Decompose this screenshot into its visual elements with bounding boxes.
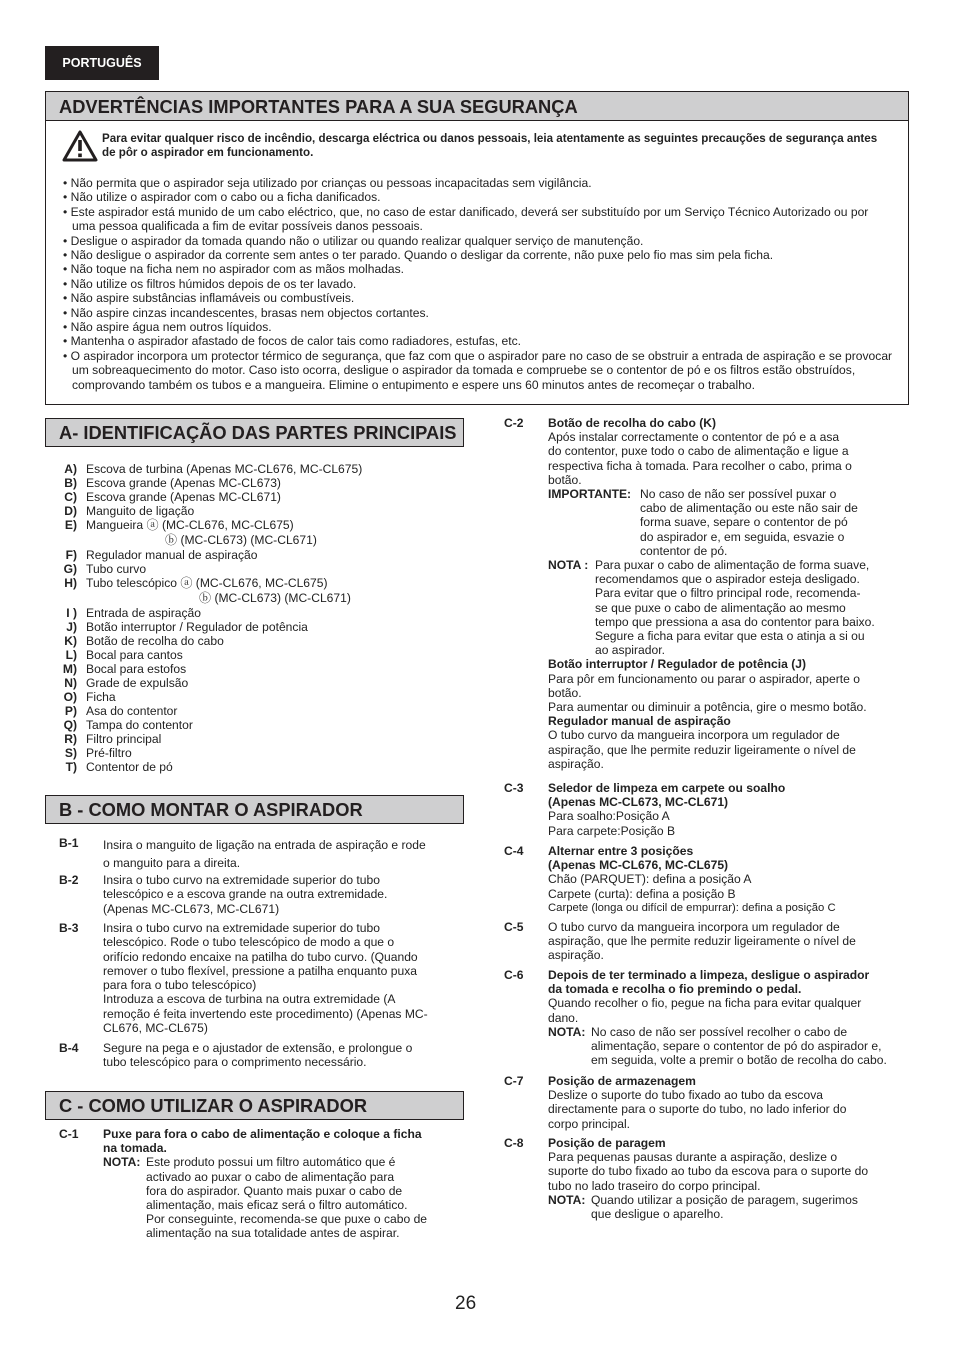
text-line: Depois de ter terminado a limpeza, desligue o aspirador — [548, 968, 870, 982]
step-number: C-7 — [504, 1074, 524, 1088]
step-line: Insira o tubo curvo na extremidade superior do tubo — [103, 921, 380, 935]
step-text — [103, 873, 451, 916]
note — [548, 1193, 904, 1221]
step-number: B-4 — [59, 1041, 79, 1055]
text-line: Após instalar correctamente o contentor de pó e a asa — [548, 430, 840, 445]
text-line: Quando utilizar a posição de paragem, sugerimos — [591, 1192, 858, 1207]
note-text — [591, 1193, 904, 1221]
text-line: forma suave, separe o contentor de pó — [640, 515, 848, 530]
note-label: NOTA: — [103, 1155, 141, 1170]
note-label: NOTA: — [548, 1192, 586, 1207]
step-line: para fora o tubo telescópico) — [103, 978, 257, 993]
text-line: corpo principal. — [548, 1116, 631, 1131]
step-line: tubo telescópico para o comprimento necessário. — [103, 1055, 367, 1070]
text-line: tempo que pressiona a asa do contentor para baixo. — [595, 614, 875, 629]
step-b-3 — [59, 921, 451, 1035]
text-line: Para carpete:Posição B — [548, 823, 676, 838]
part-text: Manguito de ligação — [86, 504, 195, 518]
safety-bullet: • O aspirador incorpora um protector térmico de segurança, que faz com que o aspirador pare no caso de se obstruir a entrada de aspiração e se provocar um sobreaquecimento do motor. Caso isto ocorra, desligue o aspirador da tomada e compruebe se o contentor de pó e os filtros estão obstruídos, comprovando também os tubos e a mangueira. Elimine o entupimento e espere uns 60 minutos antes de recomeçar o trabalho. — [63, 348, 893, 392]
text-line: tubo no lado traseiro do corpo principal. — [548, 1178, 761, 1193]
part-item — [45, 462, 465, 476]
step-text — [103, 836, 451, 872]
step-c7 — [504, 1074, 904, 1131]
part-text: Escova de turbina (Apenas MC-CL676, MC-CL675) — [86, 462, 363, 476]
manual-regulator-heading: Regulador manual de aspiração — [548, 714, 731, 729]
part-item — [45, 548, 465, 562]
step-heading: Posição de paragem — [548, 1136, 666, 1150]
step-b-2 — [59, 873, 451, 916]
text-line: O tubo curvo da mangueira incorpora um regulador de — [548, 728, 840, 743]
part-text: Tubo telescópico ⓐ (MC-CL676, MC-CL675) — [86, 576, 328, 590]
part-key: A) — [64, 462, 77, 476]
part-item — [45, 746, 465, 760]
part-key: N) — [64, 676, 77, 690]
step-line: Introduza a escova de turbina na outra extremidade (A — [103, 992, 396, 1007]
text-line: recomendamos que o aspirador esteja desligado. — [595, 572, 860, 587]
safety-title: ADVERTÊNCIAS IMPORTANTES PARA A SUA SEGURANÇA — [46, 92, 908, 121]
step-c4 — [504, 844, 904, 915]
text-line: Este produto possui um filtro automático que é — [146, 1155, 396, 1170]
safety-bullet: • Não aspire cinzas incandescentes, brasas nem objectos cortantes. — [63, 305, 429, 320]
safety-bullet: • Não aspire água nem outros líquidos. — [63, 320, 272, 335]
text-line: se que puxe o cabo de alimentação ao mesmo — [595, 600, 846, 615]
part-item — [45, 634, 465, 648]
part-key: E) — [64, 518, 77, 532]
step-number: C-2 — [504, 416, 524, 430]
part-text: Regulador manual de aspiração — [86, 548, 258, 562]
part-text: Bocal para estofos — [86, 662, 187, 676]
part-text: Pré-filtro — [86, 746, 132, 760]
part-key: R) — [64, 732, 77, 746]
part-key: P) — [64, 704, 77, 718]
safety-bullet: • Não desligue o aspirador da corrente sem antes o ter parado. Quando o desligar da corrente, não puxe pelo fio mas sim pela ficha. — [63, 248, 774, 263]
step-number: C-5 — [504, 920, 524, 934]
parts-list — [45, 462, 465, 774]
section-a-title: A- IDENTIFICAÇÃO DAS PARTES PRINCIPAIS — [45, 418, 464, 447]
warning-triangle-icon — [62, 130, 98, 162]
step-line: CL676, MC-CL675) — [103, 1021, 208, 1036]
part-text: Botão de recolha do cabo — [86, 634, 224, 648]
part-text: Tubo curvo — [86, 562, 147, 576]
text-line: cabo de alimentação ou este não sair de — [640, 501, 858, 516]
step-number: C-6 — [504, 968, 524, 982]
text-line: Para aumentar ou diminuir a potência, gire o mesmo botão. — [548, 700, 867, 715]
part-text: Escova grande (Apenas MC-CL673) — [86, 476, 281, 490]
text-line: Alternar entre 3 posições — [548, 844, 694, 858]
part-text: Mangueira ⓐ (MC-CL676, MC-CL675) — [86, 518, 294, 532]
part-text: Entrada de aspiração — [86, 606, 201, 620]
text-line: na tomada. — [103, 1141, 167, 1156]
step-text — [548, 920, 904, 963]
part-item — [45, 648, 465, 662]
step-b-1 — [59, 836, 451, 872]
part-key: L) — [65, 648, 77, 662]
text-line: do aspirador e, em seguida, esvazie o — [640, 529, 845, 544]
step-number: C-4 — [504, 844, 524, 858]
part-key: I ) — [66, 606, 77, 620]
part-key: D) — [64, 504, 77, 518]
safety-bullet: • Não utilize o aspirador com o cabo ou a ficha danificados. — [63, 190, 381, 205]
step-line: Segure na pega e o ajustador de extensão, e prolongue o — [103, 1041, 413, 1055]
part-key: G) — [63, 562, 77, 576]
step-small-text: Carpete (longa ou difícil de empurrar): defina a posição C — [548, 901, 836, 914]
part-text: Ficha — [86, 690, 116, 704]
step-line: orifício redondo encaixe na patilha do tubo curvo. (Quando — [103, 949, 418, 964]
text-line: Puxe para fora o cabo de alimentação e coloque a ficha — [103, 1127, 422, 1141]
part-item — [45, 576, 465, 606]
text-line: que desligue o aparelho. — [591, 1207, 724, 1222]
text-line: Para puxar o cabo de alimentação de forma suave, — [595, 558, 870, 573]
part-item — [45, 476, 465, 490]
step-line: Insira o tubo curvo na extremidade superior do tubo — [103, 873, 380, 887]
part-text-alt: ⓑ (MC-CL673) (MC-CL671) — [199, 590, 351, 605]
note — [548, 1025, 904, 1068]
text-line: botão. — [548, 685, 582, 700]
text-line: No caso de não ser possível puxar o — [640, 487, 837, 502]
part-item — [45, 490, 465, 504]
part-key: H) — [64, 576, 77, 590]
text-line: Carpete (curta): defina a posição B — [548, 886, 736, 901]
part-key: F) — [65, 548, 77, 562]
text-line: ao aspirador. — [595, 643, 665, 658]
step-text — [103, 921, 451, 1035]
text-line: do contentor, puxe todo o cabo de alimentação e ligue a — [548, 444, 849, 459]
text-line: Quando recolher o fio, pegue na ficha para evitar qualquer — [548, 996, 862, 1011]
step-line: telescópico. Rode o tubo telescópico de modo a que o — [103, 935, 395, 950]
note-label: NOTA : — [548, 558, 589, 573]
part-key: T) — [65, 760, 77, 774]
text-line: Para evitar que o filtro principal rode, recomenda- — [595, 586, 861, 601]
step-line: (Apenas MC-CL673, MC-CL671) — [103, 901, 280, 916]
text-line: botão. — [548, 472, 582, 487]
important-text — [640, 487, 904, 558]
safety-bullet-list — [63, 176, 895, 392]
part-key: O) — [63, 690, 77, 704]
text-line: O tubo curvo da mangueira incorpora um regulador de — [548, 920, 840, 934]
warning-text: Para evitar qualquer risco de incêndio, descarga eléctrica ou danos pessoais, leia atentamente as seguintes precauções de segurança antes de pôr o aspirador em funcionamento. — [102, 132, 878, 160]
text-line: aspiração. — [548, 756, 604, 771]
step-text — [548, 430, 904, 487]
step-line: remoção é feita invertendo este procedimento) (Apenas MC- — [103, 1006, 428, 1021]
step-line: o manguito para a direita. — [103, 856, 241, 870]
section-c-title: C - COMO UTILIZAR O ASPIRADOR — [45, 1091, 464, 1120]
step-c1 — [59, 1127, 451, 1241]
note — [548, 558, 904, 657]
text-line: em seguida, volte a premir o botão de recolha do cabo. — [591, 1053, 887, 1068]
part-item — [45, 676, 465, 690]
step-number: B-3 — [59, 921, 79, 935]
step-line: telescópico e a escova grande na outra extremidade. — [103, 887, 388, 902]
text-line: Deslize o suporte do tubo fixado ao tubo da escova — [548, 1088, 823, 1103]
part-text: Grade de expulsão — [86, 676, 189, 690]
text-line: Segure a ficha para evitar que esta o atinja a si ou — [595, 629, 865, 644]
step-c3 — [504, 781, 904, 838]
text-line: respectiva ficha à tomada. Para recolher o cabo, prima o — [548, 458, 852, 473]
step-c2 — [504, 416, 904, 771]
part-text: Tampa do contentor — [86, 718, 193, 732]
part-item — [45, 606, 465, 620]
safety-bullet: • Não utilize os filtros húmidos depois de os ter lavado. — [63, 276, 357, 291]
part-key: K) — [64, 634, 77, 648]
important-label: IMPORTANTE: — [548, 487, 632, 502]
text-line: (Apenas MC-CL676, MC-CL675) — [548, 858, 729, 873]
step-text — [103, 1041, 451, 1070]
part-key: Q) — [63, 718, 77, 732]
safety-bullet: • Mantenha o aspirador afastado de focos de calor tais como radiadores, estufas, etc. — [63, 334, 522, 349]
language-tab: PORTUGUÊS — [45, 46, 159, 80]
part-text-alt: ⓑ (MC-CL673) (MC-CL671) — [165, 532, 317, 547]
text-line: alimentação, separe o contentor de pó do aspirador e, — [591, 1039, 882, 1054]
text-line: aspiração. — [548, 948, 604, 963]
text-line: contentor de pó. — [640, 543, 728, 558]
text-line: suporte do tubo fixado ao tubo da escova para o suporte do — [548, 1164, 869, 1179]
text-line: Por conseguinte, recomenda-se que puxe o cabo de — [146, 1212, 428, 1227]
note-label: NOTA: — [548, 1024, 586, 1039]
text-line: fora do aspirador. Quanto mais puxar o cabo de — [146, 1183, 403, 1198]
step-text — [548, 872, 904, 900]
step-number: C-3 — [504, 781, 524, 795]
step-heading — [548, 781, 904, 809]
text-line: Chão (PARQUET): defina a posição A — [548, 872, 752, 887]
text-line: da tomada e recolha o fio premindo o pedal. — [548, 982, 802, 997]
manual-regulator-text — [548, 728, 904, 771]
text-line: alimentação na sua totalidade antes de aspirar. — [146, 1226, 400, 1241]
text-line: aspiração, que lhe permite reduzir ligeiramente o nível de — [548, 742, 856, 757]
part-item — [45, 662, 465, 676]
note-text — [595, 558, 904, 657]
part-item — [45, 518, 465, 548]
step-text — [548, 996, 904, 1024]
part-key: S) — [64, 746, 77, 760]
part-text: Contentor de pó — [86, 760, 173, 774]
step-c5 — [504, 920, 904, 963]
part-key: M) — [62, 662, 77, 676]
text-line: No caso de não ser possível recolher o cabo de — [591, 1024, 848, 1039]
part-item — [45, 690, 465, 704]
text-line: activado ao puxar o cabo de alimentação para — [146, 1169, 395, 1184]
text-line: aspiração, que lhe permite reduzir ligeiramente o nível de — [548, 934, 856, 949]
part-text: Asa do contentor — [86, 704, 178, 718]
text-line: Para pequenas pausas durante a aspiração, deslize o — [548, 1150, 838, 1165]
part-key: J) — [66, 620, 77, 634]
step-text — [548, 1150, 904, 1193]
part-item — [45, 704, 465, 718]
step-heading: Posição de armazenagem — [548, 1074, 696, 1088]
text-line: dano. — [548, 1010, 579, 1025]
step-number: C-1 — [59, 1127, 79, 1141]
text-line: directamente para o suporte do tubo, no lado inferior do — [548, 1102, 847, 1117]
safety-bullet: • Desligue o aspirador da tomada quando não o utilizar ou quando realizar qualquer serviço de manutenção. — [63, 233, 644, 248]
text-line: Para pôr em funcionamento ou parar o aspirador, aperte o — [548, 671, 860, 686]
note-text — [146, 1155, 451, 1240]
switch-text — [548, 672, 904, 715]
step-heading: Botão de recolha do cabo (K) — [548, 416, 716, 430]
step-heading — [548, 844, 904, 872]
part-item — [45, 562, 465, 576]
step-heading — [103, 1127, 451, 1155]
part-item — [45, 504, 465, 518]
part-text: Bocal para cantos — [86, 648, 183, 662]
part-text: Escova grande (Apenas MC-CL671) — [86, 490, 281, 504]
note — [103, 1155, 451, 1240]
part-item — [45, 718, 465, 732]
step-number: B-1 — [59, 836, 79, 850]
step-c6 — [504, 968, 904, 1067]
safety-bullet: • Não toque na ficha nem no aspirador com as mãos molhadas. — [63, 262, 405, 277]
part-text: Filtro principal — [86, 732, 162, 746]
step-b-4 — [59, 1041, 451, 1070]
text-line: Para soalho:Posição A — [548, 809, 670, 824]
text-line: alimentação, mais eficaz será o filtro automático. — [146, 1198, 408, 1213]
part-item — [45, 760, 465, 774]
step-number: B-2 — [59, 873, 79, 887]
part-item — [45, 732, 465, 746]
step-text — [548, 1088, 904, 1131]
step-line: Insira o manguito de ligação na entrada de aspiração e rode — [103, 838, 426, 852]
safety-bullet: • Não aspire substâncias inflamáveis ou combustíveis. — [63, 291, 355, 306]
important-note — [548, 487, 904, 558]
text-line: (Apenas MC-CL673, MC-CL671) — [548, 795, 729, 810]
switch-heading: Botão interruptor / Regulador de potência (J) — [548, 657, 807, 672]
safety-warnings-box — [45, 91, 909, 405]
step-line: remover o tubo flexível, pressione a patilha enquanto puxa — [103, 963, 417, 978]
text-line: Seledor de limpeza em carpete ou soalho — [548, 781, 786, 795]
step-c8 — [504, 1136, 904, 1221]
step-text — [548, 809, 904, 837]
step-heading — [548, 968, 904, 996]
part-text: Botão interruptor / Regulador de potência — [86, 620, 308, 634]
part-item — [45, 620, 465, 634]
part-key: B) — [64, 476, 77, 490]
note-text — [591, 1025, 904, 1068]
section-b-title: B - COMO MONTAR O ASPIRADOR — [45, 795, 464, 824]
step-number: C-8 — [504, 1136, 524, 1150]
safety-bullet: • Este aspirador está munido de um cabo eléctrico, que, no caso de estar danificado, deverá ser substituído por um Serviço Técnico Autorizado ou por uma pessoa qualificada a fim de evitar possíveis danos pessoais. — [63, 204, 869, 234]
safety-bullet: • Não permita que o aspirador seja utilizado por crianças ou pessoas incapacitadas sem vigilância. — [63, 176, 592, 190]
page-number: 26 — [455, 1293, 477, 1314]
part-key: C) — [64, 490, 77, 504]
